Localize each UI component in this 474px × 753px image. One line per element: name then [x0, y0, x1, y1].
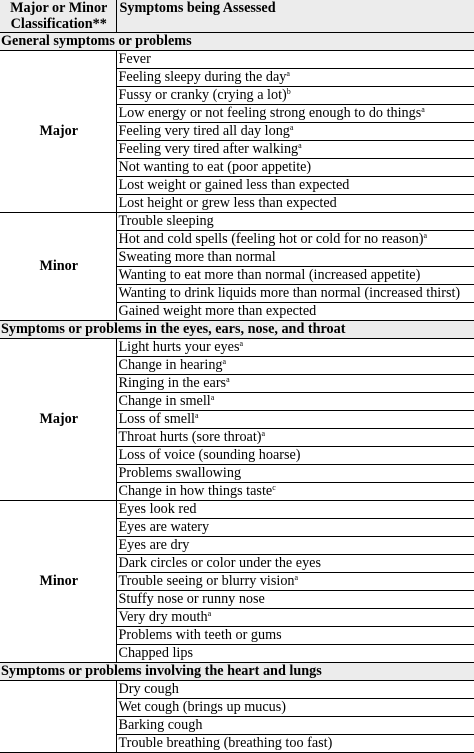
table-row — [0, 213, 474, 231]
symptom-cell — [116, 231, 474, 249]
footnote-marker: a — [210, 393, 215, 402]
symptom-cell — [116, 357, 474, 375]
symptom-text: Problems swallowing — [118, 465, 242, 481]
symptom-text: Eyes look red — [118, 501, 197, 517]
symptom-cell — [116, 429, 474, 447]
symptom-cell — [116, 267, 474, 285]
symptom-text: Lost weight or gained less than expected — [118, 177, 350, 193]
symptom-text: Barking cough — [118, 717, 203, 733]
symptom-text: Wet cough (brings up mucus) — [118, 699, 286, 715]
symptom-cell — [116, 105, 474, 123]
symptom-cell — [116, 141, 474, 159]
classification-cell: Minor — [0, 213, 116, 321]
symptom-cell — [116, 339, 474, 357]
symptom-cell — [116, 699, 474, 717]
classification-cell — [0, 681, 116, 753]
symptom-text: Change in how things taste — [118, 483, 273, 499]
symptom-text: Dry cough — [118, 681, 179, 697]
table-row — [0, 681, 474, 699]
symptom-text: Eyes are dry — [118, 537, 190, 553]
symptom-text: Very dry mouth — [118, 609, 208, 625]
symptom-text: Trouble seeing or blurry vision — [118, 573, 295, 589]
symptom-text: Wanting to drink liquids more than normal (increased thirst) — [118, 285, 461, 301]
table-row — [0, 51, 474, 69]
symptom-text: Chapped lips — [118, 645, 193, 661]
symptom-text: Fussy or cranky (crying a lot) — [118, 87, 287, 103]
classification-header — [0, 0, 116, 33]
symptom-cell — [116, 195, 474, 213]
symptom-text: Loss of voice (sounding hoarse) — [118, 447, 301, 463]
classification-header-line1: Major or Minor — [10, 0, 108, 16]
symptom-text: Problems with teeth or gums — [118, 627, 282, 643]
footnote-marker: a — [194, 411, 199, 420]
symptom-text: Hot and cold spells (feeling hot or cold for no reason) — [118, 231, 424, 247]
footnote-marker: a — [286, 69, 290, 78]
footnote-marker: a — [298, 141, 302, 150]
symptom-cell — [116, 681, 474, 699]
section-title: Symptoms or problems in the eyes, ears, nose, and throat — [0, 321, 474, 339]
table-body — [0, 33, 474, 753]
symptom-cell — [116, 447, 474, 465]
symptom-cell — [116, 591, 474, 609]
symptom-cell — [116, 249, 474, 267]
symptom-cell — [116, 537, 474, 555]
symptom-cell — [116, 483, 474, 501]
symptom-text: Wanting to eat more than normal (increased appetite) — [118, 267, 421, 283]
symptom-cell — [116, 609, 474, 627]
footnote-marker: a — [239, 339, 244, 348]
symptom-cell — [116, 645, 474, 663]
table-row — [0, 501, 474, 519]
footnote-marker: a — [261, 429, 266, 438]
symptom-cell — [116, 177, 474, 195]
symptom-text: Feeling sleepy during the day — [118, 69, 287, 85]
symptom-text: Trouble sleeping — [118, 213, 214, 229]
symptom-cell — [116, 627, 474, 645]
footnote-marker: a — [421, 105, 425, 114]
symptom-text: Sweating more than normal — [118, 249, 276, 265]
symptom-cell — [116, 465, 474, 483]
classification-cell: Major — [0, 51, 116, 213]
table-header-row — [0, 0, 474, 33]
symptom-cell — [116, 717, 474, 735]
footnote-marker: c — [272, 483, 276, 492]
symptom-cell — [116, 285, 474, 303]
section-title: General symptoms or problems — [0, 33, 474, 51]
symptom-text: Gained weight more than expected — [118, 303, 317, 319]
symptom-cell — [116, 213, 474, 231]
symptom-text: Feeling very tired after walking — [118, 141, 299, 157]
symptom-text: Throat hurts (sore throat) — [118, 429, 262, 445]
symptom-cell — [116, 159, 474, 177]
symptom-text: Change in hearing — [118, 357, 223, 373]
symptom-cell — [116, 123, 474, 141]
symptom-text: Low energy or not feeling strong enough to do things — [118, 105, 422, 121]
symptom-text: Dark circles or color under the eyes — [118, 555, 321, 571]
symptom-text: Ringing in the ears — [118, 375, 227, 391]
section-header-row — [0, 33, 474, 51]
symptom-cell — [116, 573, 474, 591]
symptom-text: Not wanting to eat (poor appetite) — [118, 159, 312, 175]
symptom-text: Lost height or grew less than expected — [118, 195, 337, 211]
symptom-text: Eyes are watery — [118, 519, 210, 535]
symptom-cell — [116, 393, 474, 411]
classification-cell: Major — [0, 339, 116, 501]
classification-cell: Minor — [0, 501, 116, 663]
footnote-marker: a — [289, 123, 294, 132]
symptom-cell — [116, 303, 474, 321]
symptom-text: Stuffy nose or runny nose — [118, 591, 265, 607]
symptom-cell — [116, 501, 474, 519]
symptom-text: Feeling very tired all day long — [118, 123, 290, 139]
symptom-cell — [116, 735, 474, 753]
symptom-text: Trouble breathing (breathing too fast) — [118, 735, 333, 751]
symptom-text: Fever — [118, 51, 151, 67]
symptoms-header: Symptoms being Assessed — [116, 0, 474, 33]
footnote-marker: a — [423, 231, 428, 240]
footnote-marker: b — [286, 87, 291, 96]
symptom-cell — [116, 69, 474, 87]
footnote-marker: a — [226, 375, 230, 384]
symptom-text: Light hurts your eyes — [118, 339, 240, 355]
table-row — [0, 339, 474, 357]
symptom-cell — [116, 87, 474, 105]
symptom-cell — [116, 375, 474, 393]
symptom-cell — [116, 519, 474, 537]
classification-header-line2: Classification** — [10, 16, 107, 32]
footnote-marker: a — [294, 573, 299, 582]
symptom-text: Loss of smell — [118, 411, 195, 427]
symptom-cell — [116, 555, 474, 573]
symptom-text: Change in smell — [118, 393, 211, 409]
symptom-cell — [116, 411, 474, 429]
section-header-row — [0, 321, 474, 339]
section-title: Symptoms or problems involving the heart and lungs — [0, 663, 474, 681]
section-header-row — [0, 663, 474, 681]
footnote-marker: a — [222, 357, 227, 366]
symptom-cell — [116, 51, 474, 69]
footnote-marker: a — [207, 609, 212, 618]
